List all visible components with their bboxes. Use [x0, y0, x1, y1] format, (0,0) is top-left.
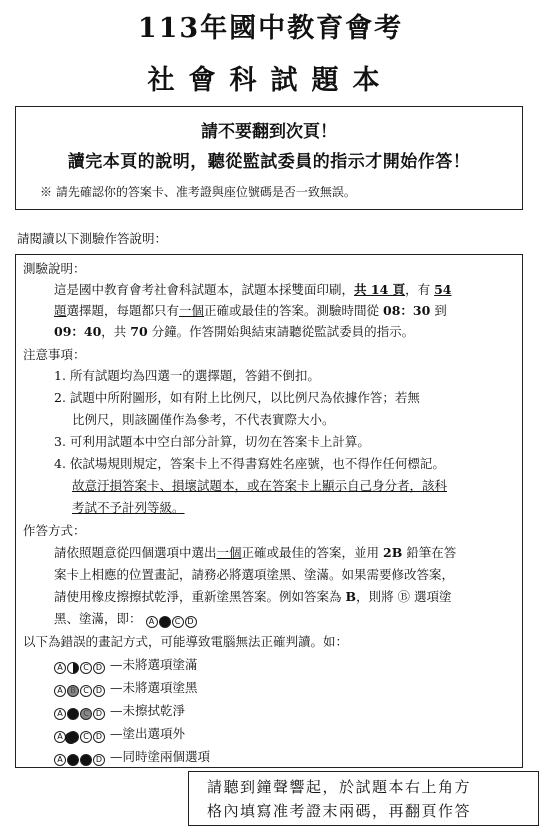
note-4a: 4. 依試場規則規定，答案卡上不得書寫姓名座號，也不得作任何標記。	[54, 456, 445, 471]
bubble-b-spill: B	[67, 731, 79, 743]
bubble-c-filled: C	[80, 754, 92, 766]
text-span: 正確或最佳的答案，並用	[241, 545, 384, 560]
text-span: ，有	[405, 282, 435, 297]
pencil-grade: 2B	[383, 545, 403, 560]
bubble-a: A	[54, 662, 66, 674]
wrong-example-3	[54, 703, 185, 720]
wrong-heading: 以下為錯誤的畫記方式，可能導致電腦無法正確判讀。如：	[23, 634, 349, 649]
wrong-label: —未將選項塗滿	[109, 657, 198, 672]
note-2a: 2. 試題中所附圖形，如有附上比例尺，以比例尺為依據作答；若無	[54, 390, 420, 405]
bubble-d: D	[93, 731, 105, 743]
notice-line-2: 讀完本頁的說明，聽從監試委員的指示才開始作答！	[67, 152, 471, 172]
text-span: ，則將 Ⓑ 選項塗	[356, 589, 452, 604]
test-line-1	[54, 282, 452, 298]
method-line-1	[54, 545, 456, 561]
text-span: 鉛筆在答	[402, 545, 457, 560]
wrong-label: —同時塗兩個選項	[109, 749, 210, 764]
test-heading: 測驗說明：	[23, 261, 86, 276]
notes-heading: 注意事項：	[23, 347, 86, 362]
wrong-example-1	[54, 657, 198, 674]
notice-line-3: ※ 請先確認你的答案卡、准考證與座位號碼是否一致無誤。	[40, 185, 356, 199]
method-line-2: 案卡上相應的位置畫記，請務必將選項塗黑、塗滿。如果需要修改答案，	[54, 567, 455, 582]
bubble-c: C	[80, 662, 92, 674]
bubble-d: D	[93, 708, 105, 720]
wrong-example-2	[54, 680, 198, 697]
notice-line-1: 請不要翻到次頁！	[201, 122, 337, 142]
note-3: 3. 可利用試題本中空白部分計算，切勿在答案卡上計算。	[54, 434, 370, 449]
text-span: 黑、塗滿，即：	[54, 611, 142, 626]
text-span: 分鐘。作答開始與結束請聽從監試委員的指示。	[147, 324, 415, 339]
note-4b: 故意汙損答案卡、損壞試題本，或在答案卡上顯示自己身分者，該科	[72, 478, 448, 493]
bubble-d: D	[185, 616, 197, 628]
text-span: 一個	[216, 545, 242, 560]
method-heading: 作答方式：	[23, 523, 86, 538]
bottom-notice-line-2: 格內填寫准考證末兩碼，再翻頁作答	[207, 802, 472, 820]
method-line-4	[54, 611, 198, 628]
text-span: 題	[54, 303, 67, 318]
wrong-label: —未將選項塗黑	[109, 680, 198, 695]
note-1: 1. 所有試題均為四選一的選擇題，答錯不倒扣。	[54, 368, 320, 383]
bubble-b-filled: B	[159, 616, 171, 628]
wrong-example-4	[54, 726, 185, 743]
end-time: 09：40	[54, 324, 102, 339]
wrong-label: —未擦拭乾淨	[109, 703, 185, 718]
bubble-a: A	[146, 616, 158, 628]
bubble-a: A	[54, 685, 66, 697]
exam-title: 113年國中教育會考	[137, 13, 404, 44]
text-span: 正確或最佳的答案。測驗時間從	[204, 303, 384, 318]
test-line-2	[54, 303, 447, 319]
read-label: 請閱讀以下測驗作答說明：	[17, 231, 168, 246]
bubble-c: C	[80, 731, 92, 743]
note-4c: 考試不予計列等級。	[72, 500, 185, 515]
bottom-notice-line-1: 請聽到鐘聲響起，於試題本右上角方	[207, 778, 472, 796]
text-span: 到	[430, 303, 447, 318]
bubble-a: A	[54, 731, 66, 743]
bubble-d: D	[93, 662, 105, 674]
test-line-3	[54, 324, 414, 340]
exam-subtitle: 社會科試題本	[147, 65, 394, 96]
duration: 70	[130, 324, 148, 339]
text-span: 一個	[179, 303, 205, 318]
bubble-a: A	[54, 754, 66, 766]
bubble-b-filled: B	[67, 754, 79, 766]
wrong-label: —塗出選項外	[109, 726, 185, 741]
instructions-box	[15, 254, 523, 768]
bubble-c: C	[172, 616, 184, 628]
bubble-c: C	[80, 685, 92, 697]
wrong-example-5	[54, 749, 210, 766]
example-answer: B	[345, 589, 357, 604]
bubble-b-filled: B	[67, 708, 79, 720]
text-span: ，共	[101, 324, 131, 339]
text-span: 請依照題意從四個選項中選出	[54, 545, 217, 560]
bottom-notice-box	[188, 771, 539, 826]
bubble-b-half	[67, 662, 79, 674]
question-count: 54	[434, 282, 452, 297]
text-span: 請使用橡皮擦擦拭乾淨，重新塗黑答案。例如答案為	[54, 589, 346, 604]
text-span: 選擇題，每題都只有	[66, 303, 180, 318]
start-time: 08：30	[383, 303, 431, 318]
bubble-d: D	[93, 754, 105, 766]
notice-box	[15, 106, 523, 210]
bubble-c-gray: C	[80, 708, 92, 720]
text-span: 這是國中教育會考社會科試題本，試題本採雙面印刷，	[54, 282, 355, 297]
method-line-3	[54, 589, 452, 605]
bubble-b-gray: B	[67, 685, 79, 697]
bubble-a: A	[54, 708, 66, 720]
note-2b: 比例尺，則該圖僅作為參考，不代表實際大小。	[72, 412, 335, 427]
page-count: 共 14 頁	[354, 282, 406, 297]
bubble-d: D	[93, 685, 105, 697]
